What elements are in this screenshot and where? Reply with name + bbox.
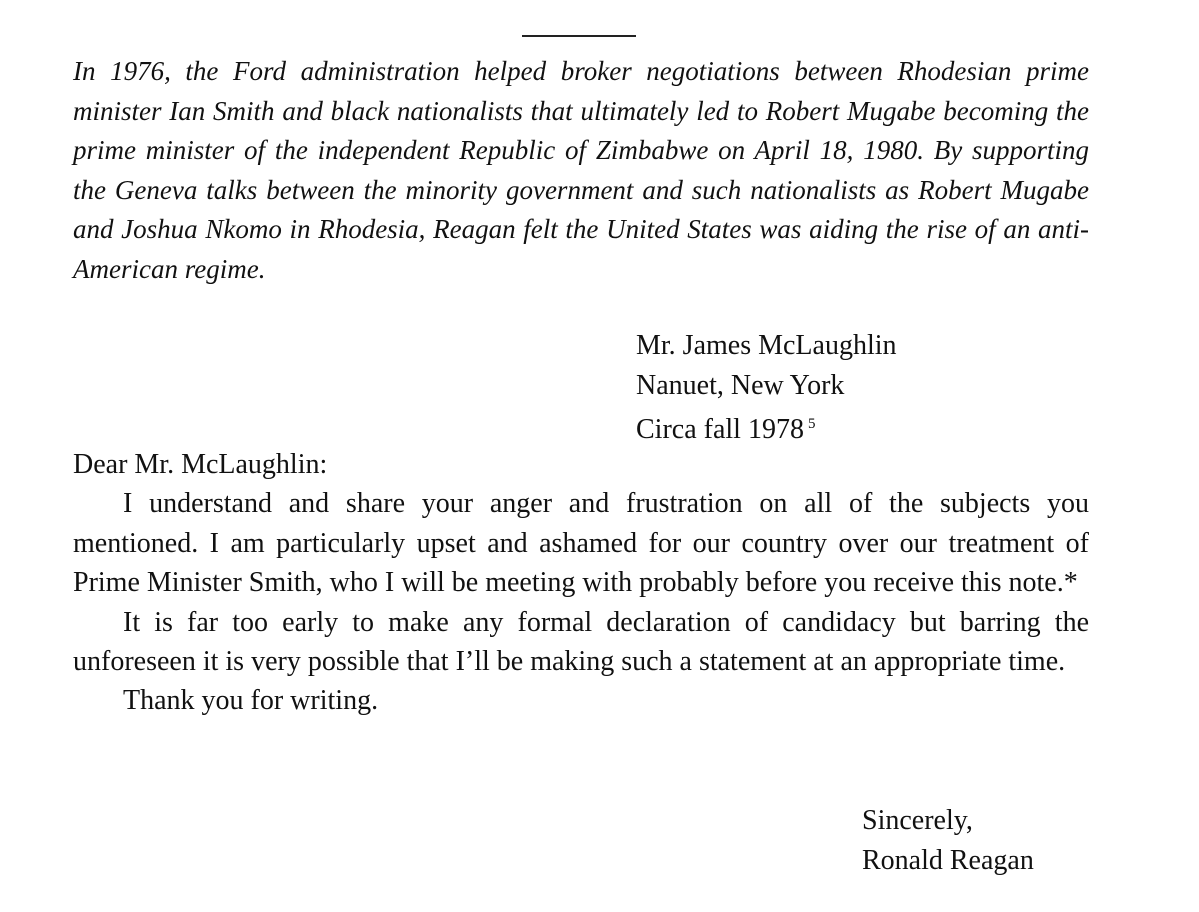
- salutation: Dear Mr. McLaughlin:: [73, 449, 328, 480]
- letter-paragraph: It is far too early to make any formal declaration of candidacy but barring the unforeseen it is very possible that I’ll be making such a statement at an appropriate time.: [73, 606, 1089, 678]
- valediction: Sincerely,: [862, 805, 973, 836]
- letter-date: Circa fall 1978: [636, 414, 804, 445]
- recipient-name: Mr. James McLaughlin: [636, 330, 897, 361]
- editorial-note: In 1976, the Ford administration helped broker negotiations between Rhodesian prime minister Ian Smith and black nationalists that ultimately led to Robert Mugabe becoming the prime minister of the independent Republic of Zimbabwe on April 18, 1980. By supporting the Geneva talks between the minority government and such nationalists as Robert Mugabe and Joshua Nkomo in Rhodesia, Reagan felt the United States was aiding the rise of an anti-American regime.: [73, 56, 1089, 284]
- letter-body: [73, 445, 1089, 721]
- letter-paragraph: Thank you for writing.: [123, 685, 379, 717]
- section-divider-rule: [522, 35, 636, 37]
- letter-paragraph: I understand and share your anger and frustration on all of the subjects you mentioned. I am particularly upset and ashamed for our country over our treatment of Prime Minister Smith, who I will be meeting with probably before you receive this note.*: [73, 488, 1089, 599]
- signature-name: Ronald Reagan: [862, 845, 1034, 876]
- letter-date-line: [636, 405, 897, 450]
- recipient-location: Nanuet, New York: [636, 369, 845, 401]
- recipient-block: [636, 326, 897, 450]
- footnote-marker: 5: [807, 416, 816, 432]
- closing-block: [862, 801, 1034, 881]
